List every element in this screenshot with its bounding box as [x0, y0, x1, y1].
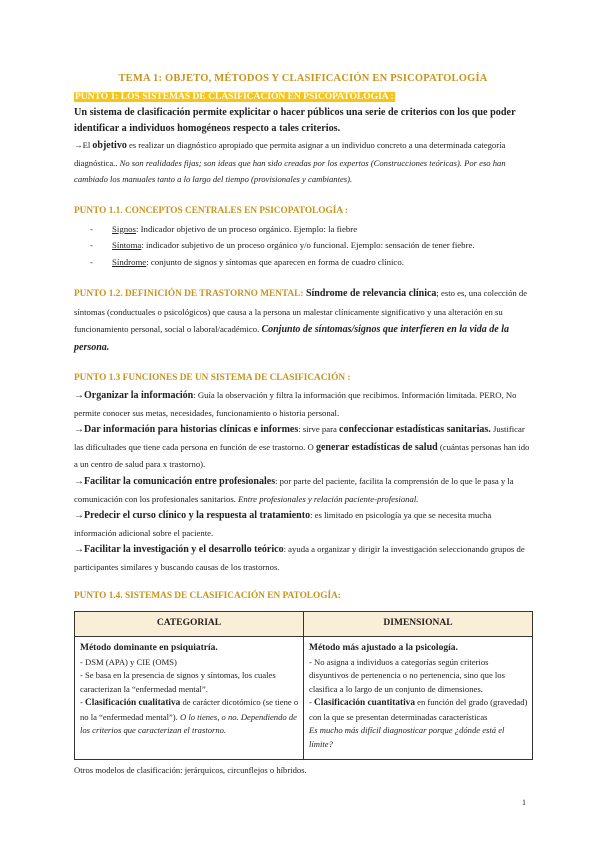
col-header-categorial: CATEGORIAL	[75, 611, 304, 636]
cell-line	[80, 696, 299, 738]
function-italic: Entre profesionales y relación paciente-profesional.	[238, 493, 419, 504]
cell-line: Es mucho más difícil diagnosticar porque ¿dónde está el límite?	[309, 725, 505, 749]
concept-term: Síndrome	[112, 256, 147, 267]
punto12-text: ; esto es, una colección de síntomas (conductuales o psicológicos) que causa a la persona un malestar clínicamente significativo y una alteración en su funcionamiento personal, social o laboral/académico.	[74, 288, 528, 334]
cell-bold: Clasificación cuantitativa	[314, 698, 415, 709]
classification-table	[74, 611, 533, 761]
function-text: : es limitado en psicología ya que se necesita mucha información adicional sobre el paciente.	[74, 510, 492, 538]
function-title: →Predecir el curso clínico y la respuesta al tratamiento	[74, 510, 311, 522]
function-text: : por parte del paciente, facilita la comprensión de lo que le pasa y la comunicación con los profesionales sanitarios.	[74, 475, 514, 504]
cell-text: en función del grado (gravedad) con la que se presentan determinadas características	[309, 697, 528, 722]
document-page	[74, 70, 532, 779]
function-bold: confeccionar estadísticas sanitarias.	[339, 424, 491, 436]
function-5	[74, 541, 532, 575]
punto12-bold-italic: Conjunto de síntomas/signos que interfieren en la vida de la persona.	[74, 324, 509, 353]
punto1-heading-text: PUNTO 1: LOS SISTEMAS DE CLASIFICACIÓN EN PSICOPATOLOGÍA :	[75, 92, 394, 102]
dimensional-cell	[304, 636, 533, 760]
objetivo-italic: No son realidades fijas; son ideas que han sido creadas por los expertos (Construcciones teóricas). Por eso han cambiado los manuales tanto a lo largo del tiempo (provisionales y cambiantes).	[74, 157, 506, 184]
function-4	[74, 507, 532, 541]
cell-text: de carácter dicotómico (se tiene o no la “enfermedad mental”).	[80, 697, 299, 722]
function-title: →Facilitar la investigación y el desarrollo teórico	[74, 544, 284, 556]
punto14-heading: PUNTO 1.4. SISTEMAS DE CLASIFICACIÓN EN PATOLOGÍA:	[74, 590, 341, 601]
col-header-dimensional: DIMENSIONAL	[304, 611, 533, 636]
cell-title: Método más ajustado a la psicología.	[309, 642, 458, 653]
function-text: : sirve para	[298, 424, 340, 435]
arrow-text: →El	[74, 140, 93, 150]
punto12-heading: PUNTO 1.2. DEFINICIÓN DE TRASTORNO MENTAL:	[74, 289, 304, 299]
page-number: 1	[522, 798, 526, 807]
objetivo-text: es realizar un diagnóstico apropiado que permita asignar a un individuo concreto a una determinada categoría diagnóstica..	[74, 140, 506, 168]
list-item	[112, 221, 532, 238]
function-title: →Organizar la información	[74, 390, 194, 401]
function-2	[74, 421, 532, 473]
cell-line: - Se basa en la presencia de signos y síntomas, los cuales caracterizan la “enfermedad mental”.	[80, 670, 276, 694]
concept-text: : conjunto de signos y síntomas que aparecen en forma de cuadro clínico.	[146, 256, 404, 267]
function-title: →Facilitar la comunicación entre profesionales	[74, 475, 276, 487]
cell-title: Método dominante en psiquiatría.	[80, 642, 218, 653]
list-item	[112, 254, 532, 271]
function-bold: generar estadísticas de salud	[315, 441, 438, 453]
dash: -	[80, 697, 86, 708]
concepts-list	[74, 221, 532, 271]
function-title: →Dar información para historias clínicas e informes	[74, 424, 299, 436]
objetivo-term: objetivo	[92, 140, 127, 151]
function-text: (cuántas personas han ido a un centro de salud para x trastorno).	[74, 441, 530, 470]
punto12-bold: Síndrome de relevancia clínica	[303, 288, 437, 299]
cell-bold: Clasificación cualitativa	[85, 698, 181, 709]
punto12-paragraph	[74, 285, 532, 356]
page-title: TEMA 1: OBJETO, MÉTODOS Y CLASIFICACIÓN EN PSICOPATOLOGÍA	[118, 73, 488, 84]
punto1-intro: Un sistema de clasificación permite explicitar o hacer públicos una serie de criterios con los que poder identificar a individuos homogéneos respecto a tales criterios.	[74, 107, 516, 134]
cell-italic: O lo tienes, o no. Dependiendo de los criterios que caracterizan el trastorno.	[80, 711, 297, 736]
function-text: : ayuda a organizar y dirigir la investigación seleccionando grupos de participantes similares y buscando causas de los trastornos.	[74, 544, 525, 572]
functions-block	[74, 387, 532, 576]
function-3	[74, 473, 532, 507]
table-footnote: Otros modelos de clasificación: jerárquicos, circunflejos o híbridos.	[74, 765, 307, 776]
punto1-heading	[74, 89, 532, 105]
function-text: Justificar las dificultades que tiene cada persona en función de ese trastorno. O	[74, 424, 525, 452]
concept-text: : indicador subjetivo de un proceso orgánico y/o funcional. Ejemplo: sensación de tener fiebre.	[141, 240, 475, 250]
concept-term: Signos	[112, 223, 136, 234]
punto1-objetivo	[74, 137, 532, 188]
cell-line: - DSM (APA) y CIE (OMS)	[80, 656, 177, 667]
cell-line	[309, 696, 528, 724]
concept-text: : Indicador objetivo de un proceso orgánico. Ejemplo: la fiebre	[135, 223, 358, 234]
cell-line: - No asigna a individuos a categorías según criterios disyuntivos de pertenencia o no pertenencia, sino que los clasifica a lo largo de un conjunto de dimensiones.	[309, 656, 505, 694]
punto13-heading: PUNTO 1.3 FUNCIONES DE UN SISTEMA DE CLASIFICACIÓN :	[74, 373, 351, 383]
concept-term: Síntoma	[112, 240, 142, 250]
function-1	[74, 387, 532, 421]
function-text: : Guía la observación y filtra la información que recibimos. Información limitada. PERO, No permite conocer sus metas, necesidades, funcionamiento o historia personal.	[74, 390, 517, 418]
punto11-heading: PUNTO 1.1. CONCEPTOS CENTRALES EN PSICOPATOLOGÍA :	[74, 205, 348, 216]
categorial-cell	[75, 636, 304, 760]
list-item	[112, 237, 532, 254]
dash: -	[309, 697, 315, 708]
